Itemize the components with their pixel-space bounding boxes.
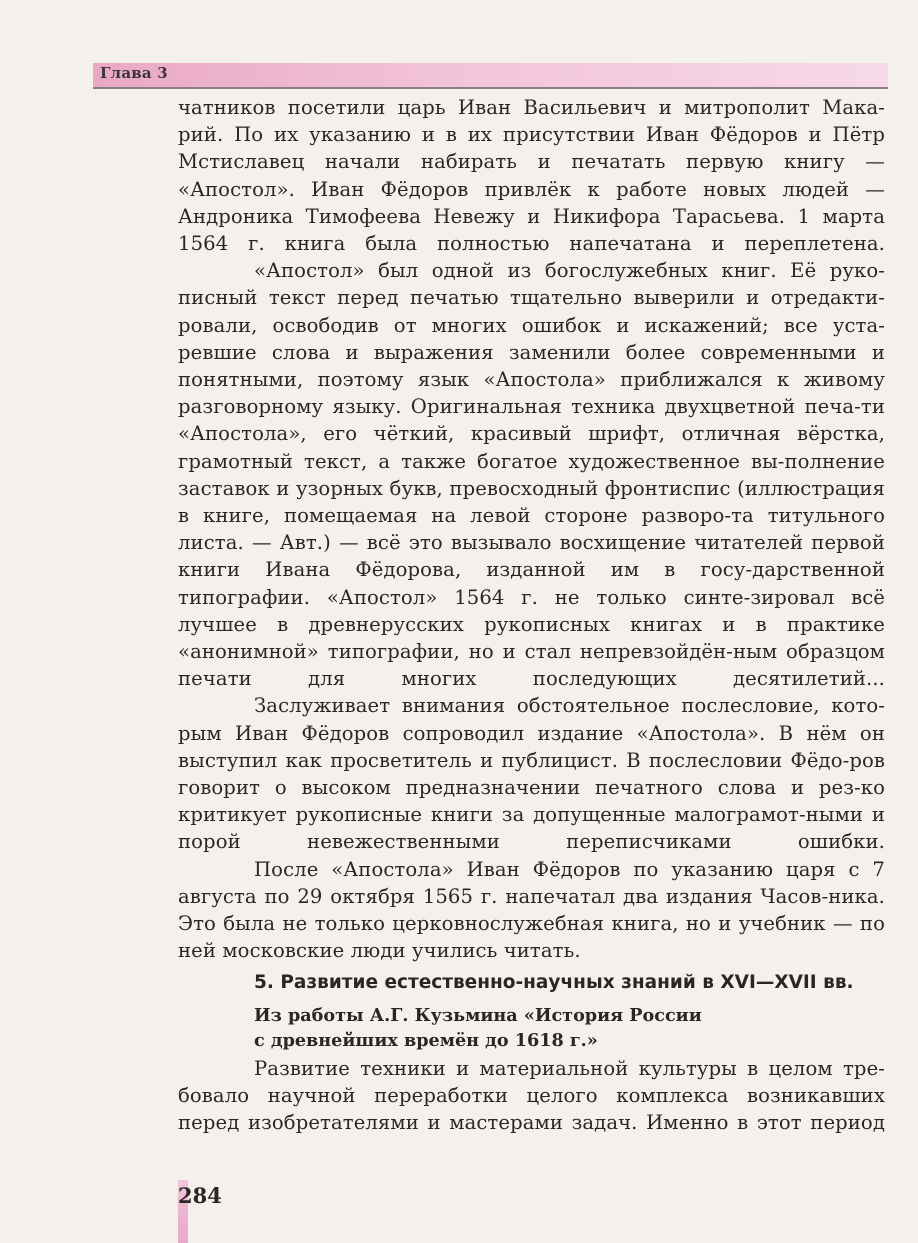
chapter-header-band xyxy=(93,63,888,87)
paragraph-4: После «Апостола» Иван Фёдоров по указанию царя с 7 августа по 29 октября 1565 г. напечатал два издания Часов-ника. Это была не только церковнослужебная книга, но и учебник — по ней московские люди учились читать. xyxy=(178,857,885,963)
paragraph-2: «Апостол» был одной из богослужебных книг. Её руко-писный текст перед печатью тщательно выверили и отредакти-ровали, освободив от многих ошибок и искажений; все уста-ревшие слова и выражения заменили более современными и понятными, поэтому язык «Апостола» приближался к живому разговорному языку. Оригинальная техника двухцветной печа-ти «Апостола», его чёткий, красивый шрифт, отличная вёрстка, грамотный текст, а также богатое художественное вы-полнение заставок и узорных букв, превосходный фронтиспис (иллюстрация в книге, помещаемая на левой стороне разворо-та титульного листа. — Авт.) — всё это вызывало восхищение читателей первой книги Ивана Фёдорова, изданной им в госу-дарственной типографии. «Апостол» 1564 г. не только синте-зировал всё лучшее в древнерусских рукописных книгах и в практике «анонимной» типографии, но и стал непревзойдён-ным образцом печати для многих последующих десятилетий... xyxy=(178,259,885,691)
source-title-line-1: Из работы А.Г. Кузьмина «История России xyxy=(254,1005,702,1026)
main-text xyxy=(178,94,885,965)
chapter-label: Глава 3 xyxy=(100,64,168,82)
section-paragraph: Развитие техники и материальной культуры в целом тре-бовало научной переработки целого комплекса возникавших перед изобретателями и мастерами задач. Именно в этот период xyxy=(178,1057,885,1135)
source-title xyxy=(254,1003,702,1053)
header-divider xyxy=(93,87,888,89)
page-number: 284 xyxy=(178,1183,222,1208)
paragraph-1: чатников посетили царь Иван Васильевич и митрополит Мака-рий. По их указанию и в их присутствии Иван Фёдоров и Пётр Мстиславец начали набирать и печатать первую книгу — «Апостол». Иван Фёдоров привлёк к работе новых людей — Андроника Тимофеева Невежу и Никифора Тарасьева. 1 марта 1564 г. книга была полностью напечатана и переплетена. xyxy=(178,96,885,256)
section-text xyxy=(178,1055,885,1137)
section-heading: 5. Развитие естественно-научных знаний в XVI—XVII вв. xyxy=(254,972,854,993)
paragraph-3: Заслуживает внимания обстоятельное послесловие, кото-рым Иван Фёдоров сопроводил издание «Апостола». В нём он выступил как просветитель и публицист. В послесловии Фёдо-ров говорит о высоком предназначении печатного слова и рез-ко критикует рукописные книги за допущенные малограмот-ными и порой невежественными переписчиками ошибки. xyxy=(178,694,885,854)
source-title-line-2: с древнейших времён до 1618 г.» xyxy=(254,1030,598,1051)
